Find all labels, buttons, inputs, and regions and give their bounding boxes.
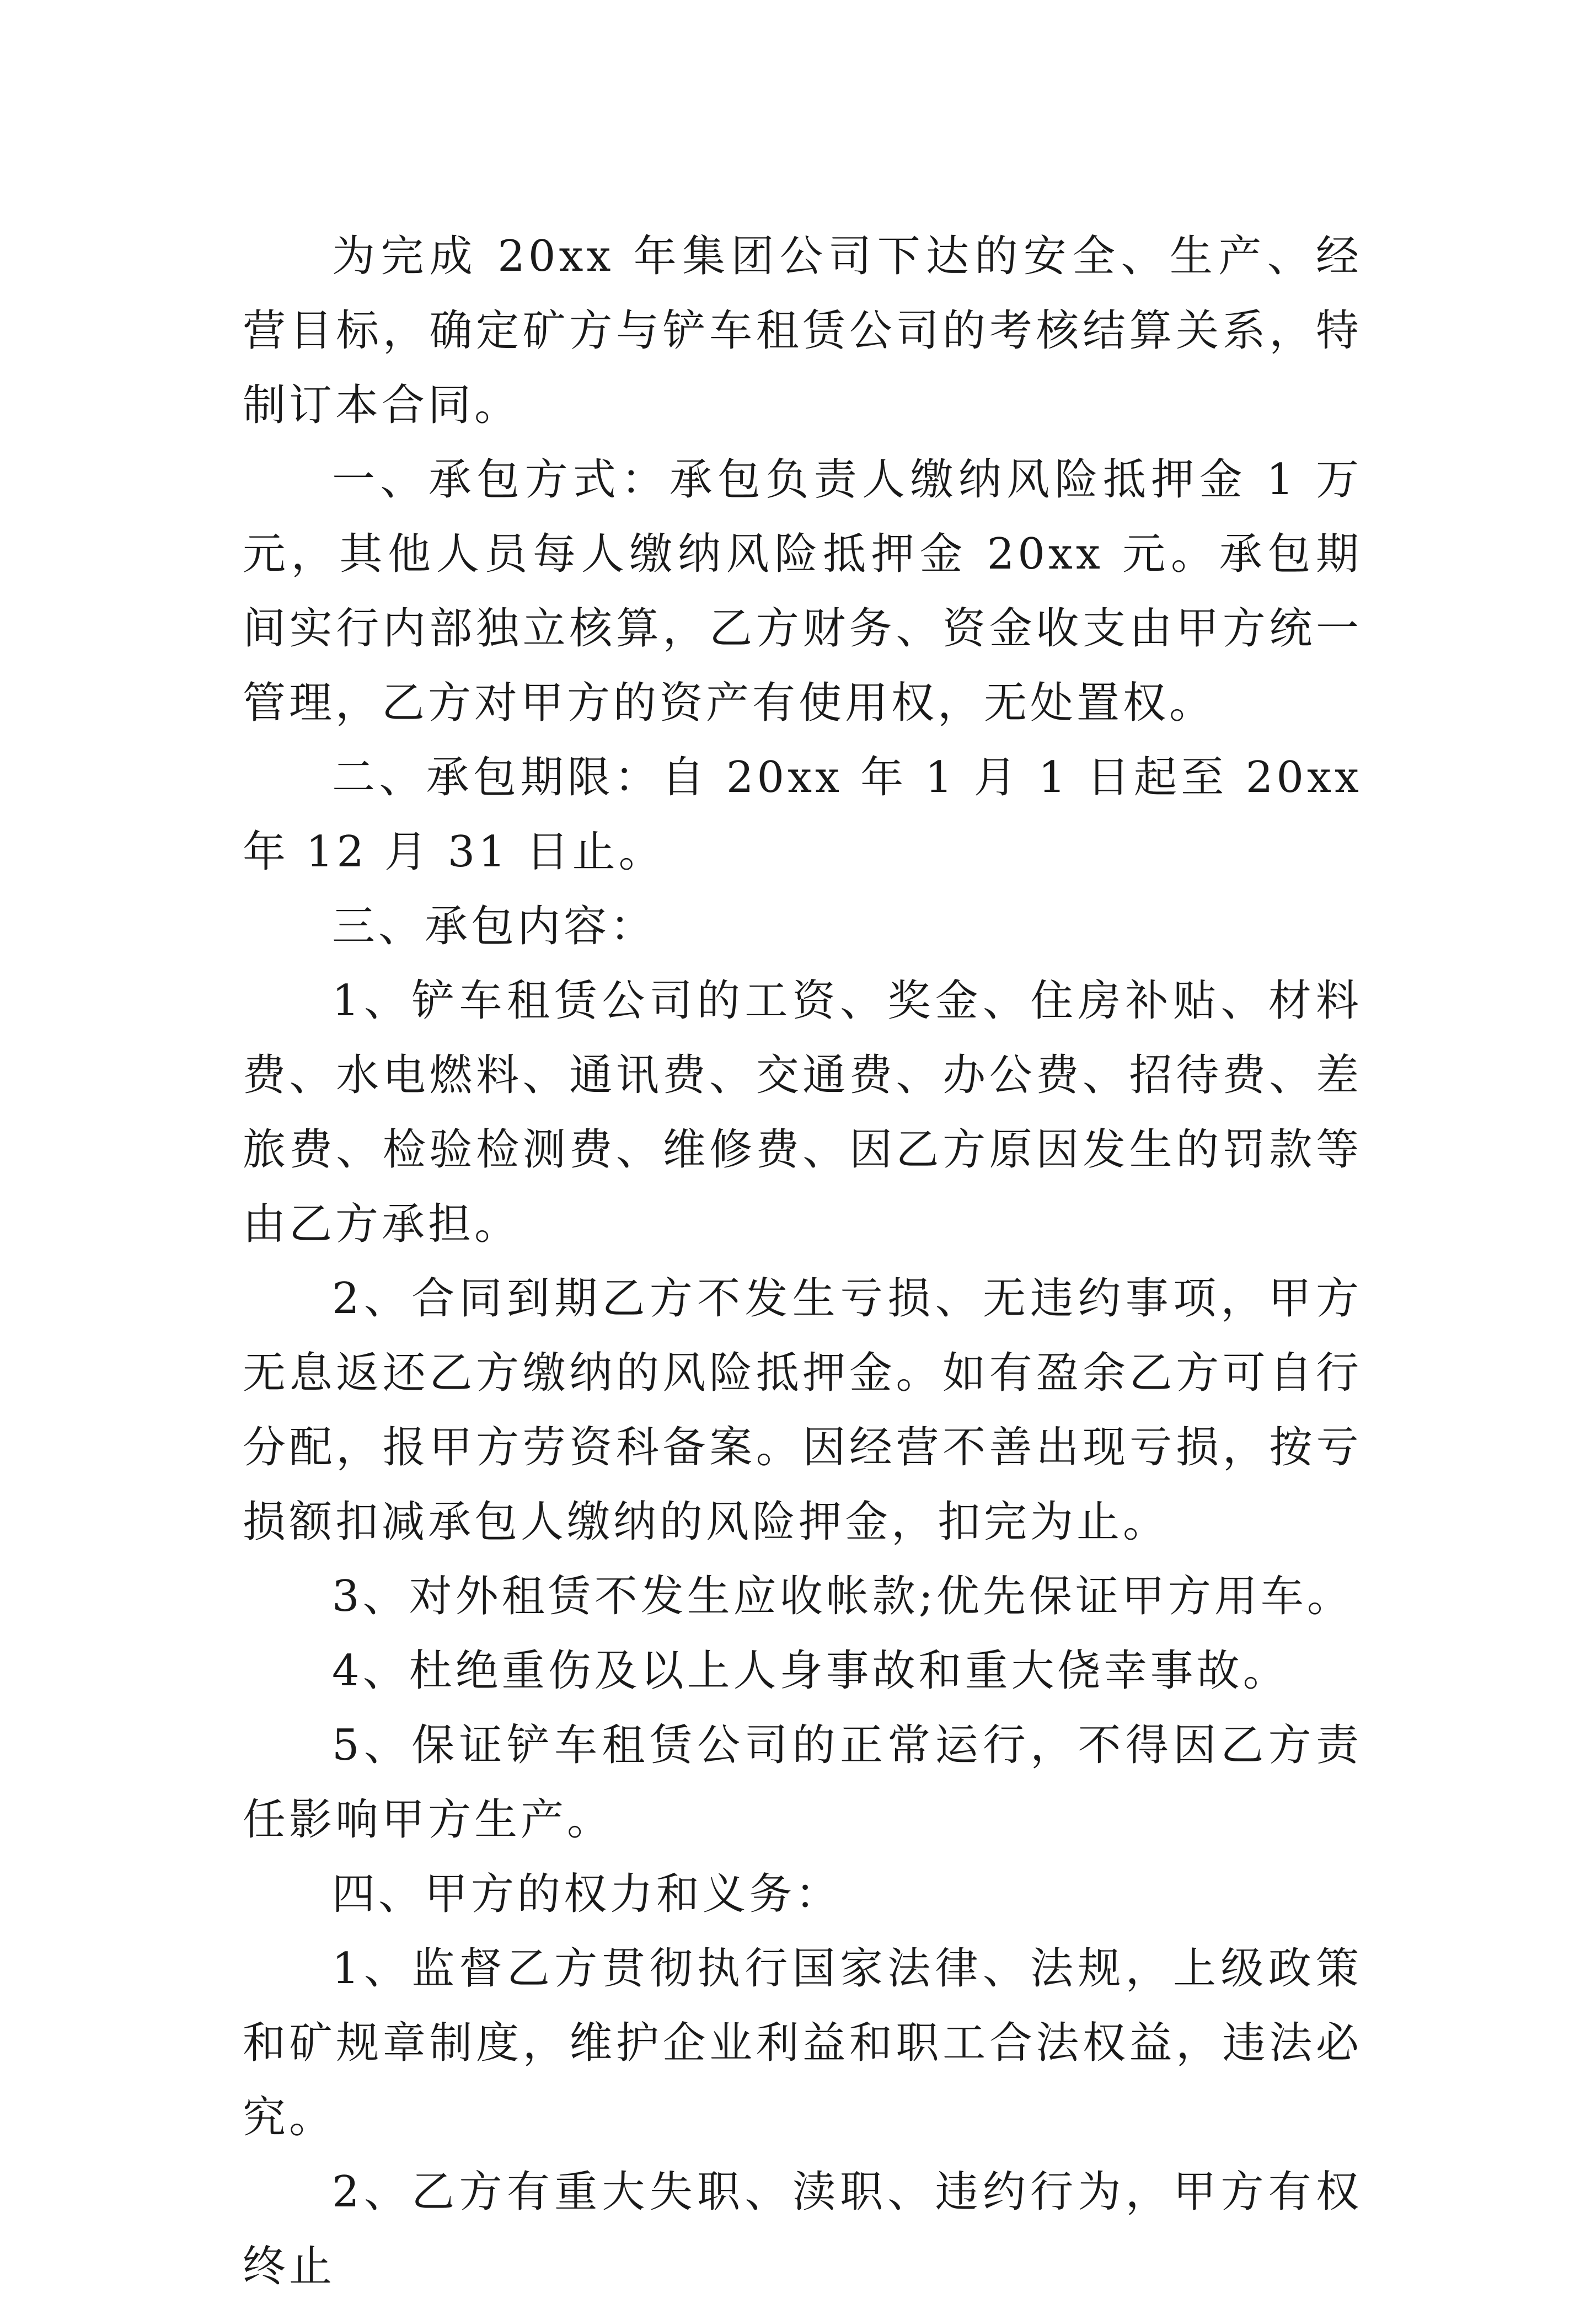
paragraph-content-item-4: 4、杜绝重伤及以上人身事故和重大侥幸事故。: [332, 1646, 1289, 1696]
paragraph-party-a-item-2: 2、乙方有重大失职、渎职、违约行为，甲方有权终止: [243, 2167, 1362, 2291]
paragraph-content-item-5: 5、保证铲车租赁公司的正常运行，不得因乙方责任影响甲方生产。: [243, 1721, 1362, 1845]
paragraph-content-item-2: 2、合同到期乙方不发生亏损、无违约事项，甲方无息返还乙方缴纳的风险抵押金。如有盈余乙方可自行分配，报甲方劳资科备案。因经营不善出现亏损，按亏损额扣减承包人缴纳的风险押金，扣完为止。: [243, 1274, 1362, 1547]
paragraph-contract-method: 一、承包方式：承包负责人缴纳风险抵押金 1 万元，其他人员每人缴纳风险抵押金 20xx 元。承包期间实行内部独立核算，乙方财务、资金收支由甲方统一管理，乙方对甲方的资产有使用权，无处置权。: [243, 455, 1362, 728]
paragraph-content-item-3: 3、对外租赁不发生应收帐款;优先保证甲方用车。: [332, 1572, 1353, 1621]
paragraph-content-item-1: 1、铲车租赁公司的工资、奖金、住房补贴、材料费、水电燃料、通讯费、交通费、办公费、招待费、差旅费、检验检测费、维修费、因乙方原因发生的罚款等由乙方承担。: [243, 976, 1362, 1249]
paragraph-contract-term: 二、承包期限：自 20xx 年 1 月 1 日起至 20xx 年 12 月 31 日止。: [243, 753, 1362, 877]
paragraph-party-a-item-1: 1、监督乙方贯彻执行国家法律、法规，上级政策和矿规章制度，维护企业利益和职工合法权益，违法必究。: [243, 1944, 1362, 2142]
heading-contract-content: 三、承包内容：: [332, 902, 657, 951]
contract-body: [243, 219, 1362, 2304]
paragraph-intro: 为完成 20xx 年集团公司下达的安全、生产、经营目标，确定矿方与铲车租赁公司的考核结算关系，特制订本合同。: [243, 232, 1362, 430]
heading-party-a-rights: 四、甲方的权力和义务：: [332, 1869, 842, 1919]
